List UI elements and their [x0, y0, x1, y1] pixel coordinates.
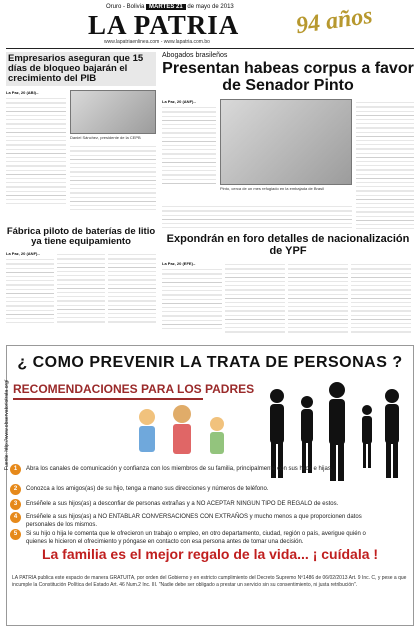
article-headline: Empresarios aseguran que 15 días de bloqueo bajarán el crecimiento del PIB — [6, 52, 156, 86]
photo-caption: Pinto, cerca de un mes refugiado en la embajada de Brasil — [220, 185, 324, 191]
masthead — [6, 4, 414, 46]
article-headline: Expondrán en foro detalles de nacionalización de YPF — [166, 233, 410, 257]
article-body-2 — [70, 143, 156, 213]
article-photo — [220, 99, 352, 185]
recommendations-title: RECOMENDACIONES PARA LOS PADRES — [13, 382, 255, 396]
article-headline: Fábrica piloto de baterías de litio ya tiene equipamiento — [6, 226, 156, 247]
article-tag: La Paz, 20 (ANF).- — [162, 98, 196, 104]
article-ypf — [162, 234, 414, 333]
article-kicker: Abogados brasileños — [162, 52, 228, 59]
recommendation-2: 2 Conozca a los amigos(as) de su hijo, tenga a mano sus direcciones y números de teléfono. — [26, 485, 386, 493]
masthead-web: www.lapatriaenlinea.com - www.lapatria.com.bo — [104, 39, 210, 45]
ad-title: ¿ COMO PREVENIR LA TRATA DE PERSONAS ? — [17, 354, 403, 371]
article-empresarios — [6, 52, 156, 210]
masthead-rule — [6, 48, 414, 49]
article-body — [6, 95, 66, 205]
date-badge: MARTES 21 — [146, 4, 186, 10]
article-baterias — [6, 227, 156, 325]
anniversary-logo: 94 años — [294, 2, 375, 40]
article-pinto — [162, 52, 414, 229]
recommendation-1: 1 Abra los canales de comunicación y confianza con los miembros de su familia, principalmente con sus hijos e hijas. — [26, 465, 386, 473]
article-tag: La Paz, 20 (EFE).- — [162, 261, 196, 267]
recommendation-5: 5 Si su hijo o hija le comenta que le ofrecieron un trabajo o empleo, en otro departamento, ciudad, región o país, averigue quién o quienes le hicieron el ofrecimiento y póngase en contacto con esa persona antes de tomar una decisión. — [26, 530, 386, 547]
recommendation-4: 4 Enséñele a sus hijos(as) a NO ENTABLAR CONVERSACIONES CON EXTRAÑOS y mucho menos a que proporcionen datos personales de los mismos. — [26, 513, 386, 530]
article-tag: La Paz, 20 (ANF).- — [6, 250, 40, 256]
family-illustration-icon — [127, 402, 247, 472]
number-badge: 2 — [10, 484, 21, 495]
newspaper-title: LA PATRIA — [88, 10, 240, 40]
recommendations-underline — [13, 398, 203, 400]
number-badge: 5 — [10, 529, 21, 540]
article-photo — [70, 90, 156, 134]
legal-footer: LA PATRIA publica este espacio de manera GRATUITA, por orden del Gobierno y en estricto cumplimiento del Decreto Supremo Nº1486 de 06/02/2013 Art. 9 Inc. C, y pese a que incumple la Constitución Política del Estado Art. 46 Num.2 Inc. III. "Nadie debe ser obligado a prestar un servicio sin su consentimiento, ni justa retribución". — [12, 575, 407, 588]
recommendation-3: 3 Enséñele a sus hijos(as) a desconfiar de personas extrañas y a NO ACEPTAR NINGUN TIPO DE REGALO de estos. — [26, 500, 386, 508]
number-badge: 1 — [10, 464, 21, 475]
source-url: Fuente: http://www.observatoriotrata.org/ — [4, 379, 10, 470]
number-badge: 3 — [10, 499, 21, 510]
article-headline: Presentan habeas corpus a favor de Senador Pinto — [162, 60, 414, 94]
campaign-slogan: La familia es el mejor regalo de la vida... ¡ cuídala ! — [41, 546, 379, 562]
masthead-date: Oruro - Bolivia MARTES 21 de mayo de 2013 — [106, 4, 234, 10]
article-tag: La Paz, 20 (ABI).- — [6, 89, 39, 95]
number-badge: 4 — [10, 512, 21, 523]
photo-caption: Daniel Sánchez, presidente de la CEPB — [70, 134, 141, 140]
